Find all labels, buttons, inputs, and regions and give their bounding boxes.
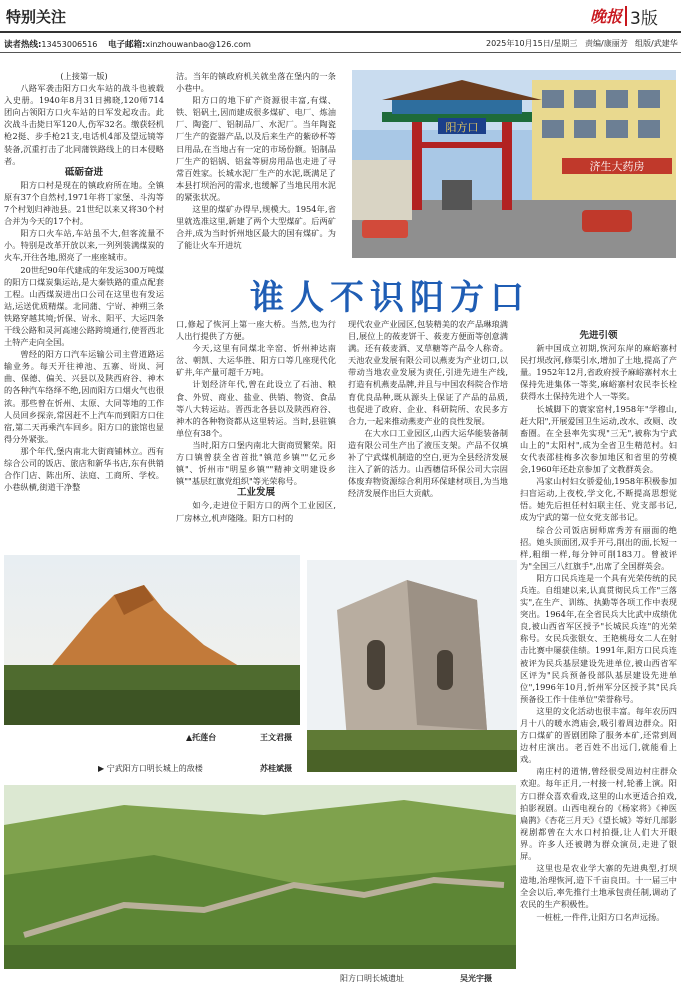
info-rule — [0, 52, 681, 53]
paragraph: 口,修起了恢河上第一座大桥。当然,也为行人出行提供了方便。 — [176, 319, 336, 342]
paragraph: 曾经的阳方口汽车运输公司主营道路运输业务。每天开往神池、五寨、岢岚、河曲、保德、偏关、兴县以及陕西府谷、神木的各种汽车络绎不绝,因而阳方口烟火气也很浓。那些曾在忻州、太原、大同等地的工作人员回乡探亲,常因赶不上汽车而到阳方口住宿,第二天再乘汽车回乡。阳方口的旅馆也显得分外紧张。 — [4, 349, 164, 444]
subheading-striving: 砥砺奋进 — [64, 166, 103, 178]
subheading-pioneers: 先进引领 — [579, 330, 618, 341]
paragraph: 当时,阳方口堡内南北大街商贸繁荣。阳方口镇曾获全省首批"镇范乡镇""亿元乡镇"、忻州市"明星乡镇""精神文明建设乡镇""基层红旗党组织"等光荣称号。 — [176, 439, 336, 487]
paragraph: 那个年代,堡内南北大街商铺林立。西有综合公司的饭店、旅店和新华书店,东有供销合作门店、陈出所、法庭、工商所、学校。小巷纵横,街道干净整 — [4, 445, 164, 493]
paragraph: 如今,走进位于阳方口的两个工业园区,厂房林立,机声隆隆。阳方口村的 — [176, 500, 336, 523]
paragraph: 这里也是农业学大寨的先进典型,打坝造地,治理恢河,造下千亩良田。十一届三中全会以后,率先推行土地承包责任制,调动了农民的生产积极性。 — [520, 863, 677, 910]
hotline: 读者热线:13453006516 — [4, 40, 98, 50]
article-column-1 — [4, 70, 164, 570]
paragraph: 洁。当年的镇政府机关就坐落在堡内的一条小巷中。 — [176, 71, 336, 94]
mountain-credit: 王文君摄 — [260, 733, 292, 742]
issue-date: 2025年10月15日/星期三 — [486, 39, 578, 48]
header-rule — [0, 31, 681, 33]
gate-sign-text: 阳方口 — [445, 121, 479, 134]
paragraph: 现代农业产业园区,包装精美的农产品琳琅满目,展位上的莜麦饼干、莜麦方便面等创意满满。还有莜麦酒、叉草糖等产品令人称奇。天池农业发展有限公司以燕麦为产业切口,以带动当地农业发展为责任,引进先进生产线,打造有机燕麦品牌,并且与中国农科院合作培育优良品种,既从源头上保证了产品的品质,也促进了政府、企业、科研院所、农民多方合力,一起来推动燕麦产业的良性发展。 — [348, 319, 508, 426]
continued-note: (上接第一版) — [60, 71, 108, 81]
article-column-4 — [520, 330, 677, 982]
headline: 谁人不识阳方口 — [250, 278, 530, 318]
subheading-industry: 工业发展 — [236, 487, 275, 499]
mountain-caption: ▲托莲台 — [186, 733, 217, 742]
email: 电子邮箱:xinzhouwanbao@126.com — [108, 40, 251, 50]
paragraph: 长城脚下的寰家窑村,1958年"学穆山,赶大阳",开展爱国卫生运动,改水、改厕、改畜圈。在全县率先实现"三无",被称为宁武山上的"太阳村",成为全省卫生精范村。妇女代表邵桂梅多次参加地区和省里的劳模会,1960年还赴京参加了文教群英会。 — [520, 403, 677, 475]
photo-town-gate — [352, 70, 676, 258]
paragraph: 计划经济年代,曾在此设立了石油、粮食、外贸、商业、盐业、供销、物资、食品等八大转运站。晋西北各县以及陕西府谷、神木的各种物资都从这里转运。当时,县驻镇单位有38个。 — [176, 379, 336, 438]
section-title: 特别关注 — [6, 8, 67, 26]
shop-sign-text: 济生大药房 — [589, 160, 645, 173]
photo-watchtower — [307, 560, 517, 772]
newspaper-logo: 晚报 — [590, 7, 623, 26]
ruin-credit: 苏桂斌摄 — [260, 764, 292, 773]
paragraph: 南庄村的道情,曾经很受周边村庄群众欢迎。每年正月,一村接一村,轮番上演。阳方口群众喜欢看戏,这里的山水更适合拍戏,拍影视剧。山西电视台的《杨家将》《神医扁鹊》《杏花三月天》《望长城》等好几部影视剧都曾在大水口村拍摄,让人们大开眼界。许多人还被聘为群众演员,走进了银屏。 — [520, 766, 677, 862]
paragraph: 阳方口民兵连是一个具有光荣传统的民兵连。自组建以来,认真贯彻民兵工作"三落实",在生产、训练、执勤等各项工作中表现突出。1964年,在全省民兵大比武中成绩优良,被山西省军区授予"长城民兵连"的光荣称号。女民兵张银女、王艳桃母女二人在射击比赛中屡获佳绩。1991年,阳方口民兵连被评为民兵基层建设先进单位,被山西省军区评为"民兵预备役部队基层建设先进单位",1996年10月,忻州军分区授予其"民兵预备役工作十佳单位"荣誉称号。 — [520, 572, 677, 704]
paragraph: 这里的煤矿办得早,规模大。1954年,省里就选准这里,新建了两个大型煤矿。后两矿合并,成为当时忻州地区最大的国有煤矿。为了能让火车开进坑 — [176, 204, 336, 251]
header-divider — [625, 6, 627, 26]
article-column-3 — [348, 318, 508, 548]
wall-credit: 吴光宇摄 — [460, 974, 492, 983]
editor-credit: 责编/康丽芳 — [585, 39, 628, 48]
layout-credit: 组版/武建华 — [635, 39, 678, 48]
wall-caption: 阳方口明长城遗址 — [340, 974, 404, 983]
page-number: 3版 — [630, 9, 658, 29]
ruin-caption: ▶ 宁武阳方口明长城上的敌楼 — [98, 764, 203, 773]
paragraph: 八路军袭击阳方口火车站的战斗也被载入史册。1940年8月31日拂晓,120师714团向占领阳方口火车站的日军发起攻击。此次战斗击毙日军120人,伤军32名。缴获轻机枪2挺、步手枪21支,电话机4部及望远镜等装备,沉重打击了北同蒲铁路线上的日本侵略者。 — [4, 83, 164, 166]
paragraph: 这里的文化活动也很丰富。每年农历四月十八的暖水湾庙会,吸引着周边群众。阳方口煤矿的晋剧团除了服务本矿,还常到周边村庄演出。老百姓不出远门,就能看上戏。 — [520, 705, 677, 765]
photo-mountain — [4, 555, 300, 725]
paragraph: 综合公司饭店厨师席秀芳有丽面的绝招。她头顶面团,双手开弓,削出的面,长短一样,粗细一样,每分钟可削183刀。曾被评为"全国三八红旗手",出席了全国群英会。 — [520, 524, 677, 571]
paragraph: 阳方口火车站,车站虽不大,但客流量不小。特别是改革开放以来,一列列装满煤炭的火车,开往各地,照亮了一座座城市。 — [4, 228, 164, 263]
paragraph: 一桩桩,一件件,让阳方口名声远扬。 — [536, 911, 665, 922]
paragraph: 20世纪90年代建成的年发运300万吨煤的阳方口煤炭集运站,是大秦铁路的重点配套工程。山西煤炭进出口公司在这里也有发运站,运送优质精煤。北同蒲、宁岢、神朔三条铁路穿越其境;忻保、岢永、阳平、大运四条干线公路和灵河高速公路跨境通行,使晋西北土特产走向全国。 — [4, 264, 164, 348]
paragraph: 阳方口的地下矿产资源很丰富,有煤、铁、铝矾土,因而建成很多煤矿、电厂、炼油厂、陶瓷厂、铝制品厂、水泥厂。当年陶瓷厂生产的瓷器产品,以及后来生产的紫砂杯等日用品,在当地占有一定的市场份额。铝制品厂生产的铝锅、铝盆等厨房用品也走进了寻常百姓家。长城水泥厂生产的水泥,既满足了本县打坝治河的需求,也缓解了当地民用水泥的紧张状况。 — [176, 95, 336, 202]
paragraph: 阳方口村是现在的镇政府所在地。全镇原有37个自然村,1971年将丁家堡、斗沟等7个村划归神池县。21世纪以来又将30个村合并为今天的17个村。 — [4, 179, 164, 227]
paragraph: 冯家山村妇女骄爱仙,1958年积极参加扫盲运动,上夜校,学文化,不断提高思想觉悟。她先后担任村妇联主任、党支部书记,成为宁武的第一位女党支部书记。 — [520, 476, 677, 523]
paragraph: 新中国成立初期,恢河东岸的麻峪寨村民打坝改河,修渠引水,增加了土地,提高了产量。1952年12月,省政府授予麻峪寨村水土保持先进集体一等奖,麻峪寨村农民李长栓获得水土保持先进个人一等奖。 — [520, 343, 677, 402]
paragraph: 今天,这里有同煤北辛窑、忻州神达南岔、朝凯、大运华胜、阳方口等几座现代化矿井,年产量可超千万吨。 — [176, 343, 336, 378]
article-column-2-top — [176, 70, 336, 265]
paragraph: 在大水口工业园区,山西大运华能装备制造有限公司生产出了液压支架。产品不仅填补了宁武煤机制造的空白,更为全县经济发展注入了新的活力。山西穗信环保公司大宗固体废弃物资源综合利用环保建材项目,为当地经济发展作出巨大贡献。 — [348, 427, 508, 499]
article-column-2-bottom — [176, 318, 336, 548]
photo-great-wall — [4, 785, 516, 969]
